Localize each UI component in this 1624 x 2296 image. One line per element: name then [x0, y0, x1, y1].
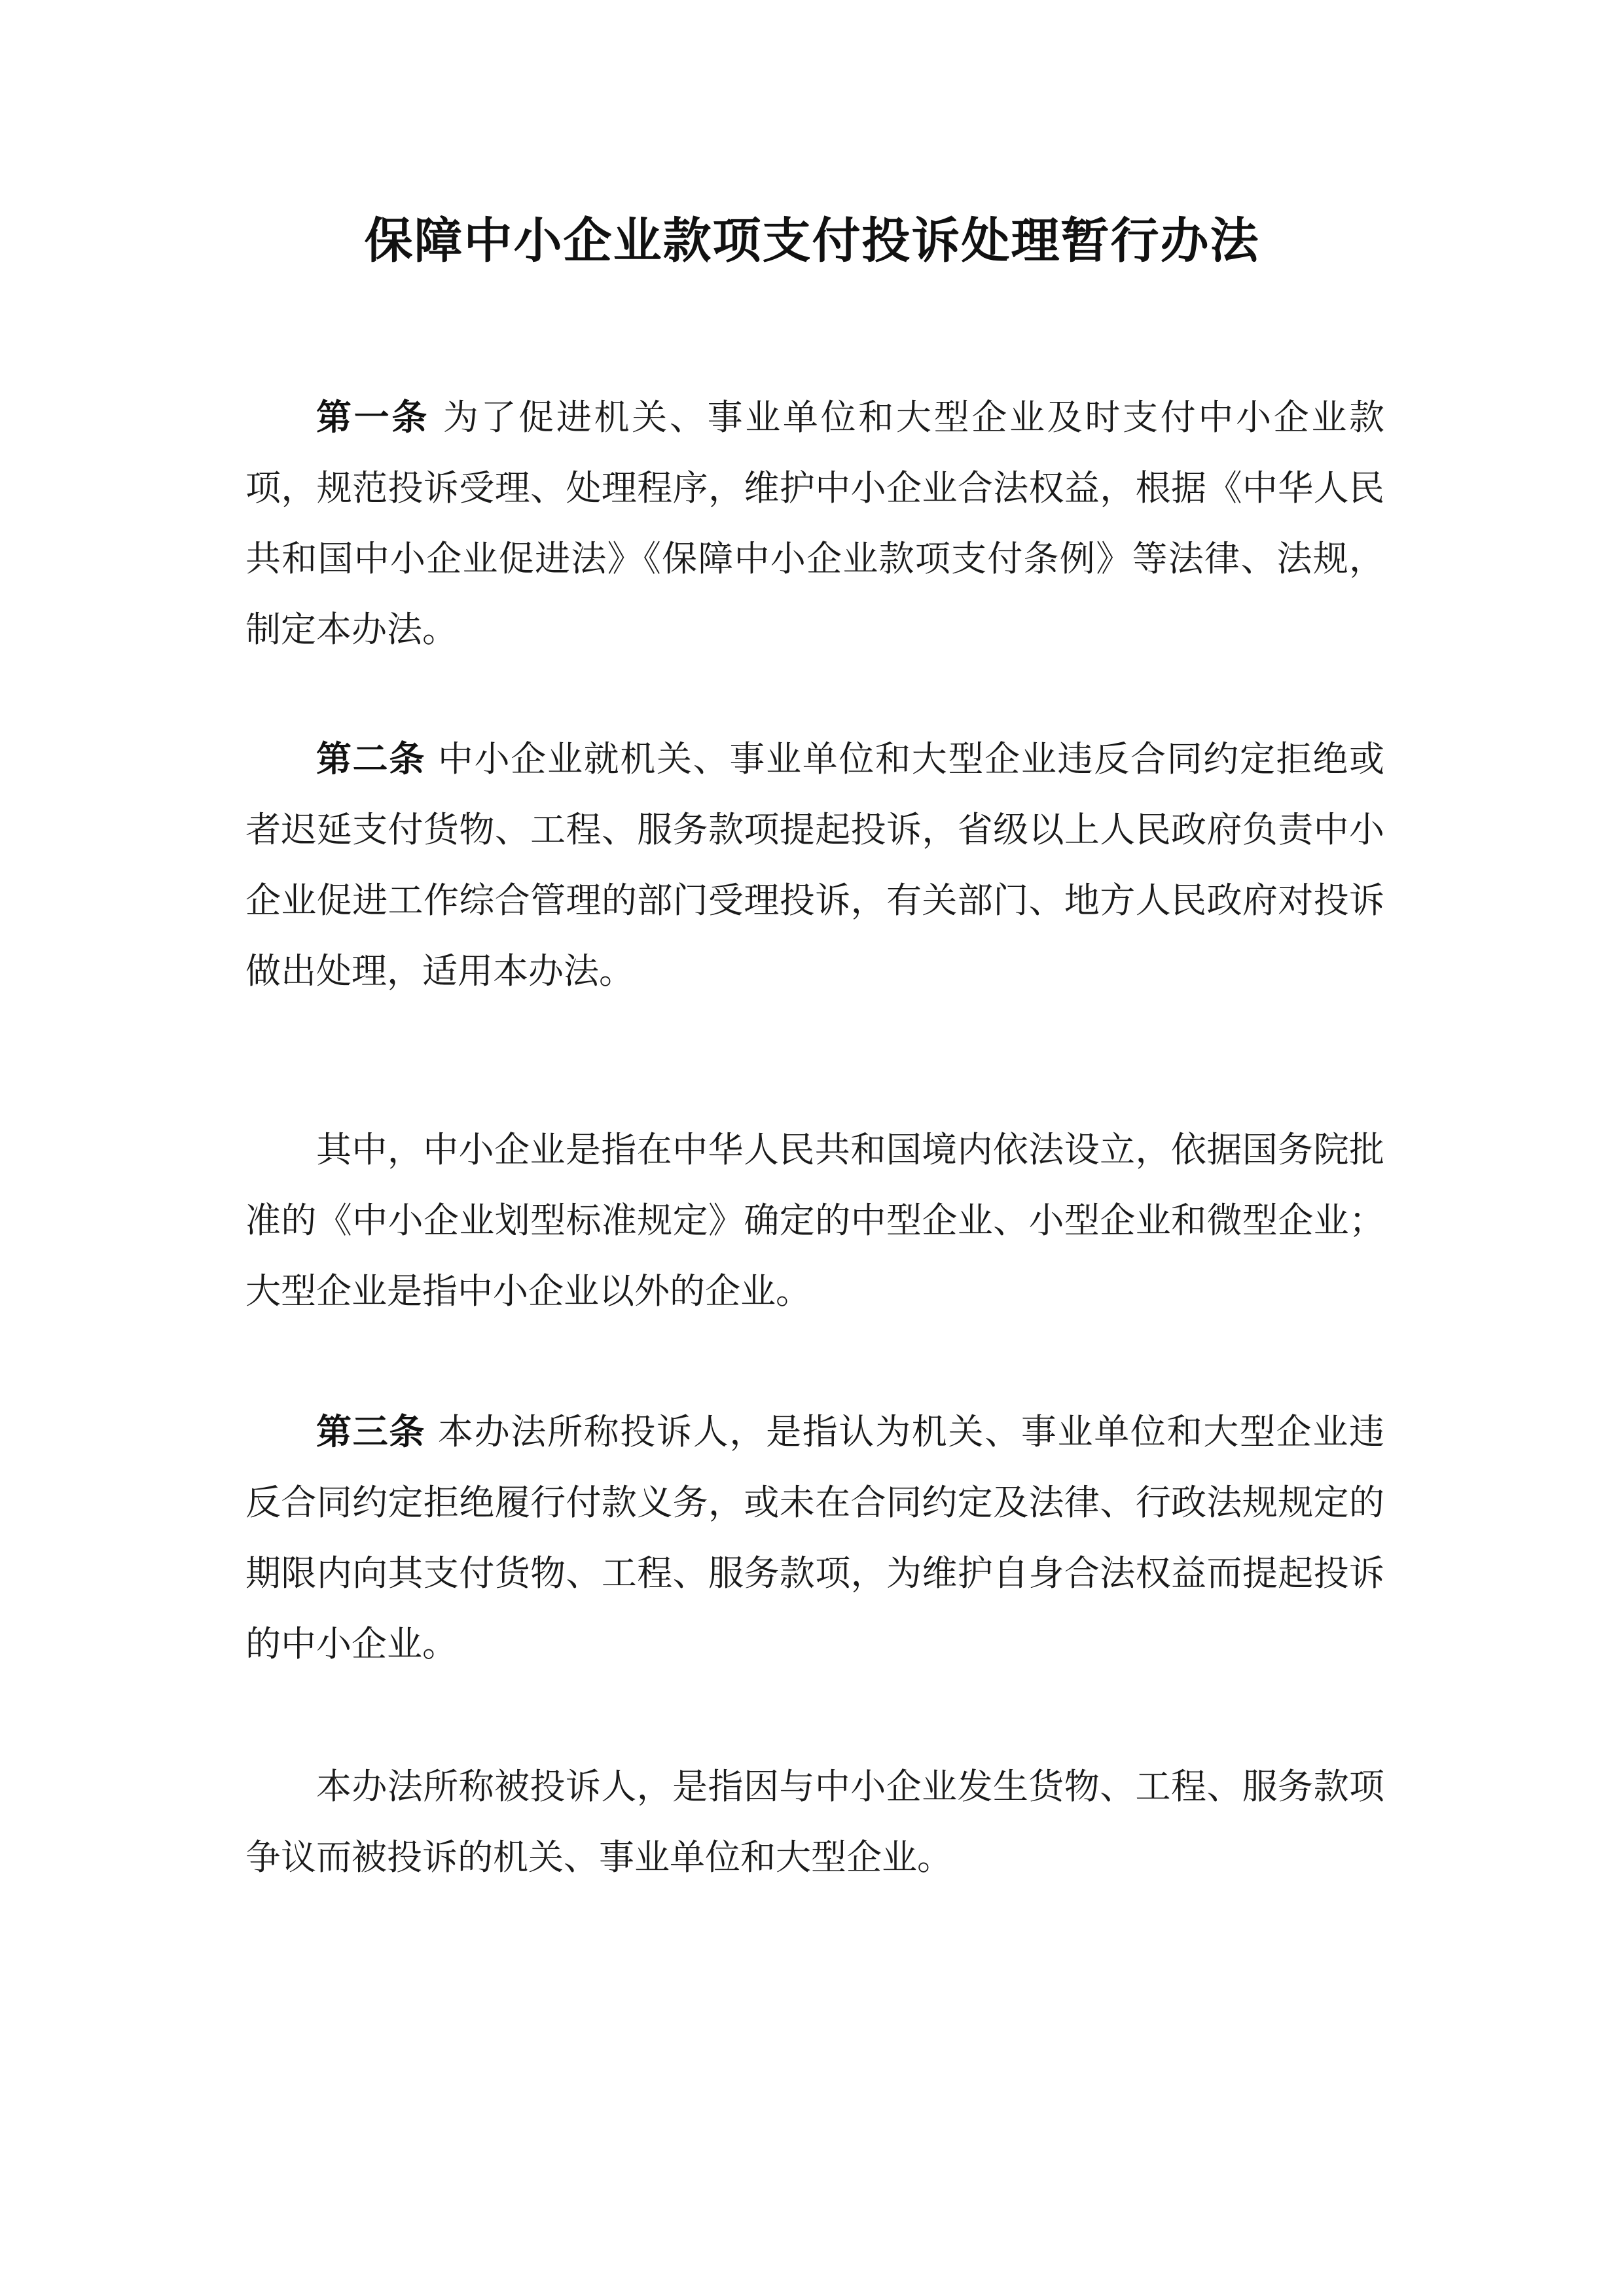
article-2-definition-paragraph — [245, 1115, 1384, 1327]
article-number: 第一条 — [316, 397, 430, 438]
paragraph-text: 本办法所称投诉人，是指认为机关、事业单位和大型企业违反合同约定拒绝履行付款义务，或未在合同约定及法律、行政法规规定的期限内向其支付货物、工程、服务款项，为维护自身合法权益而提起投诉的中小企业。 — [245, 1411, 1385, 1664]
article-number: 第二条 — [316, 738, 426, 780]
article-3-paragraph — [245, 1397, 1384, 1679]
paragraph-text: 为了促进机关、事业单位和大型企业及时支付中小企业款项，规范投诉受理、处理程序，维护中小企业合法权益，根据《中华人民共和国中小企业促进法》《保障中小企业款项支付条例》等法律、法规，制定本办法。 — [245, 397, 1385, 650]
paragraph-text: 其中，中小企业是指在中华人民共和国境内依法设立，依据国务院批准的《中小企业划型标准规定》确定的中型企业、小型企业和微型企业；大型企业是指中小企业以外的企业。 — [245, 1129, 1384, 1312]
document-title: 保障中小企业款项支付投诉处理暂行办法 — [364, 213, 1260, 269]
article-number: 第三条 — [316, 1411, 426, 1452]
article-2-paragraph — [245, 724, 1384, 1007]
paragraph-text: 本办法所称被投诉人，是指因与中小企业发生货物、工程、服务款项争议而被投诉的机关、事业单位和大型企业。 — [245, 1766, 1384, 1878]
paragraph-text: 中小企业就机关、事业单位和大型企业违反合同约定拒绝或者迟延支付货物、工程、服务款项提起投诉，省级以上人民政府负责中小企业促进工作综合管理的部门受理投诉，有关部门、地方人民政府对投诉做出处理，适用本办法。 — [245, 738, 1385, 992]
article-3-respondent-paragraph — [245, 1751, 1384, 1893]
article-1-paragraph — [245, 382, 1384, 665]
